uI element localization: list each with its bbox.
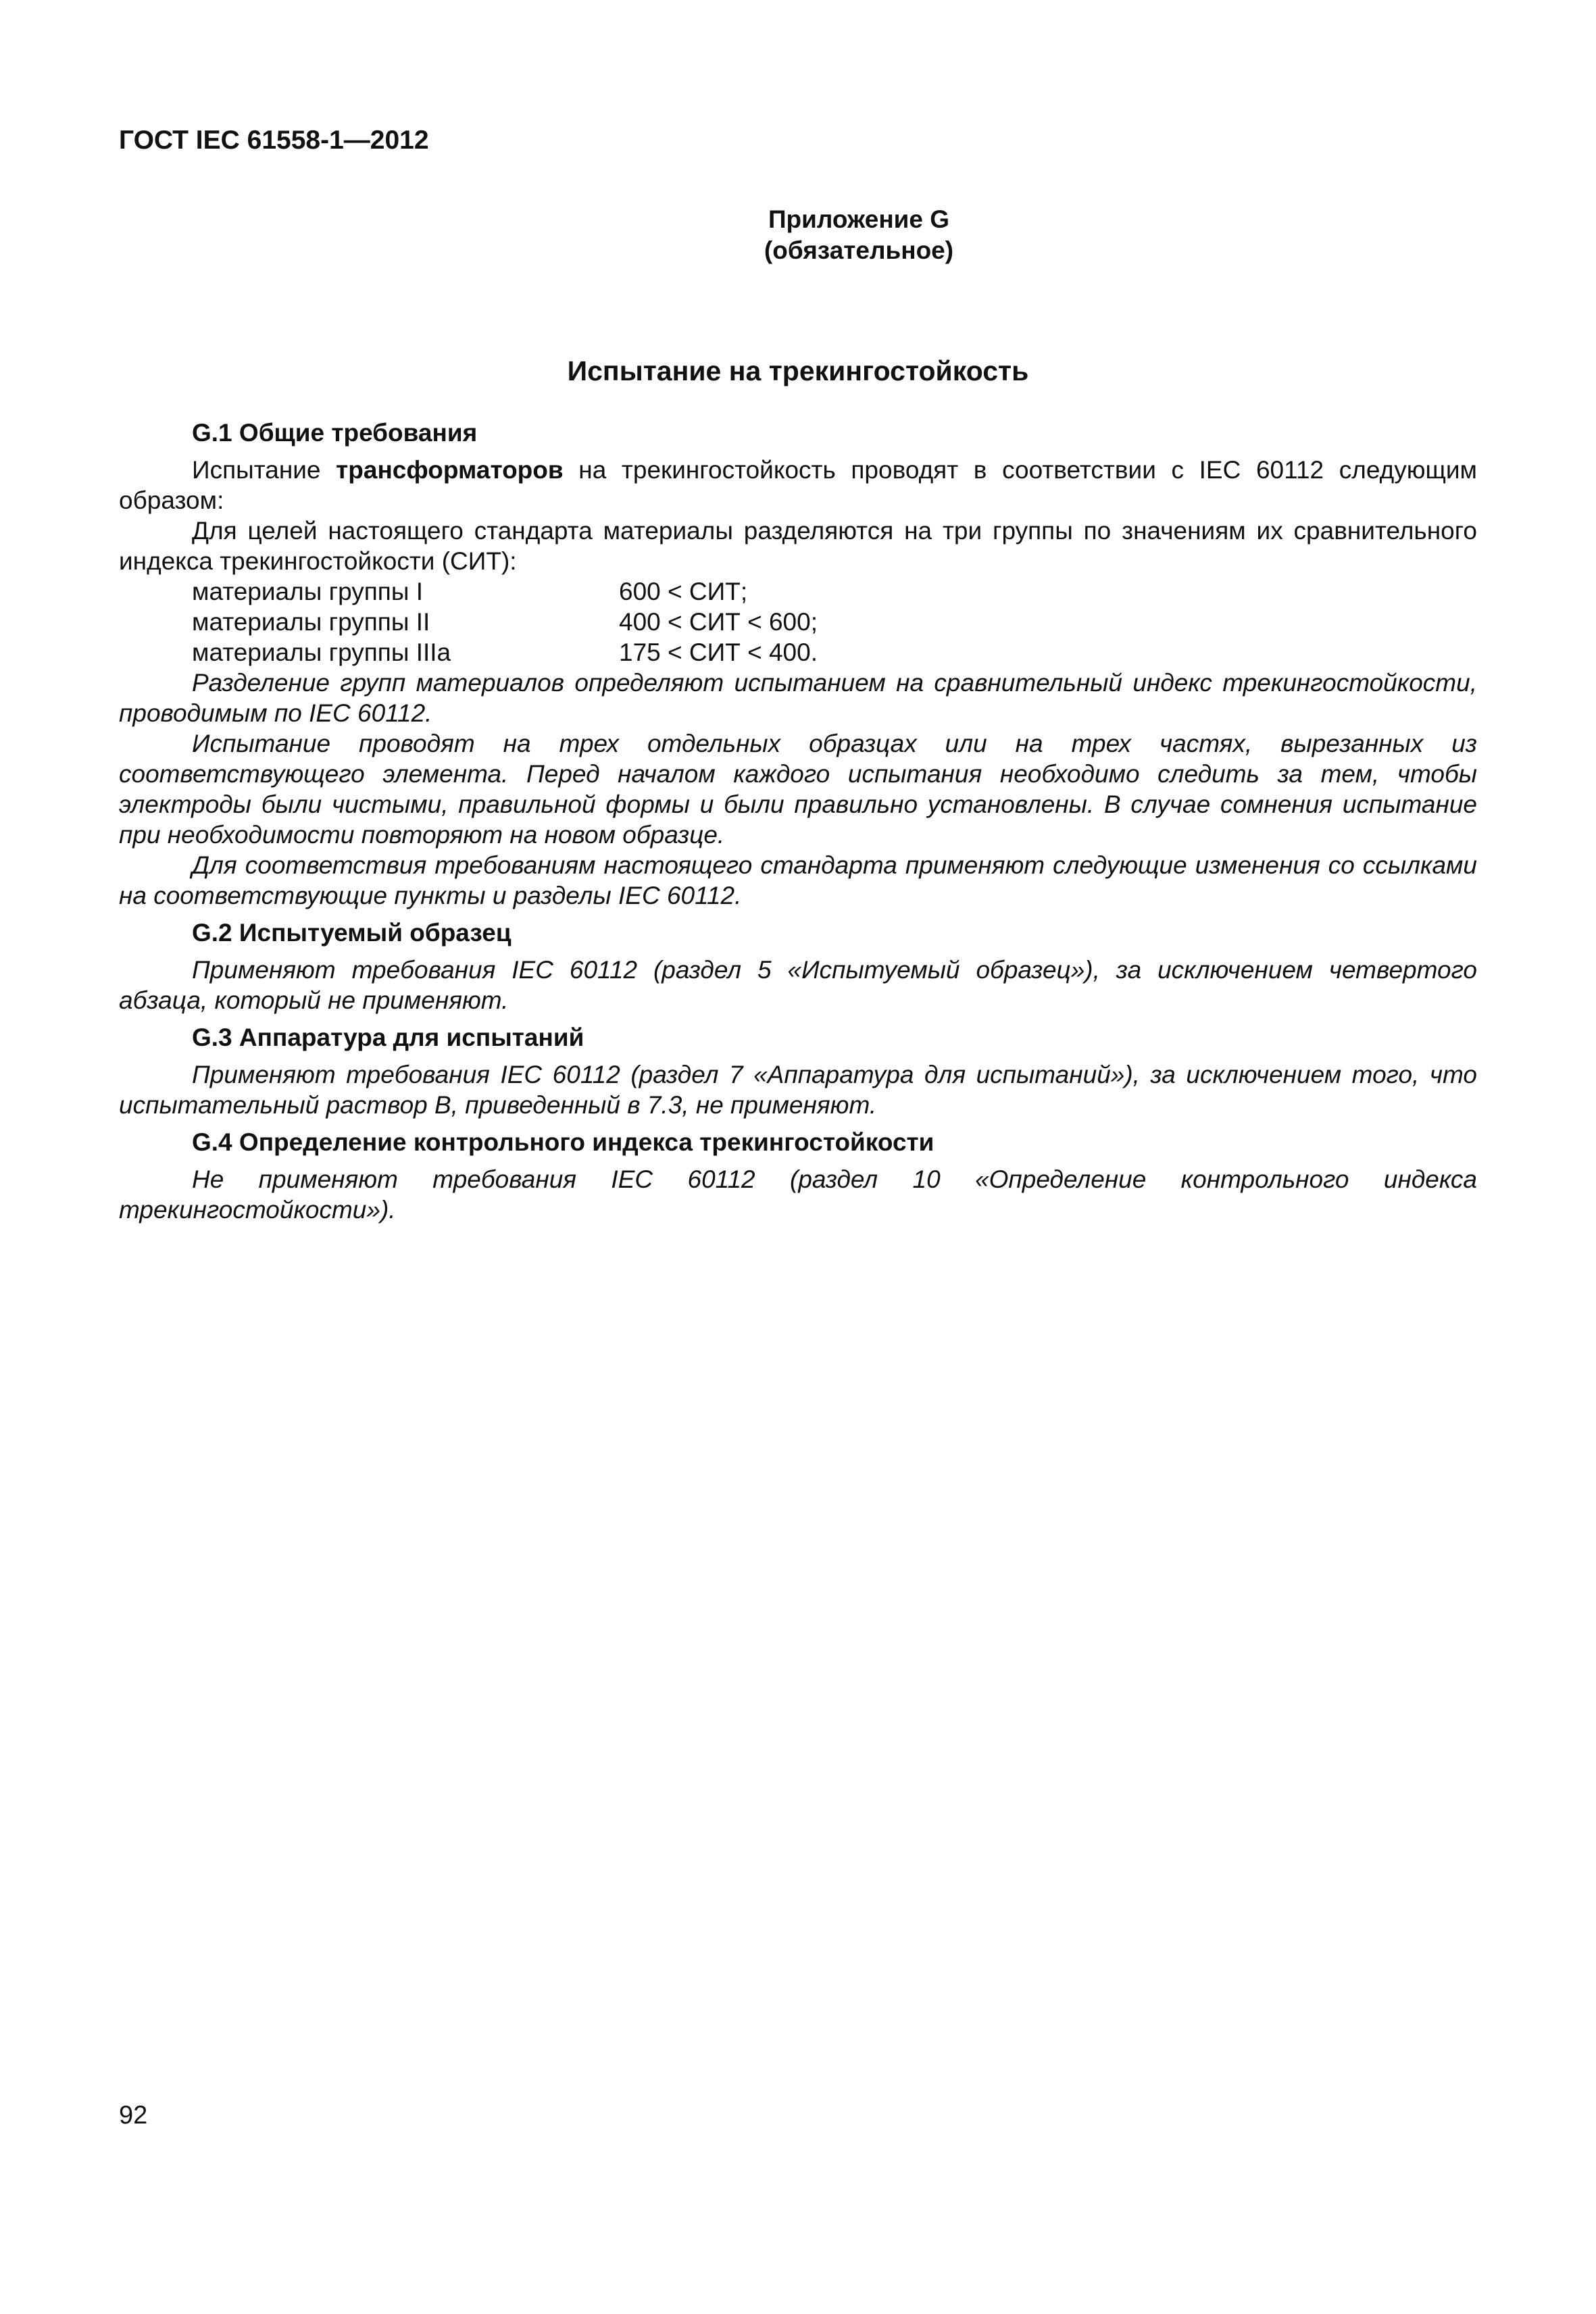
section-heading-g2: G.2 Испытуемый образец xyxy=(192,919,512,947)
paragraph-text: на трекингостойкость проводят в соответствии с IEC 60112 следующим образом: xyxy=(119,456,1477,514)
material-group-label: материалы группы I xyxy=(192,578,423,605)
paragraph xyxy=(119,455,1477,515)
material-group-label: материалы группы IIIa xyxy=(192,638,451,666)
material-group-row xyxy=(119,607,1477,637)
paragraph-text: Испытание xyxy=(192,456,336,484)
paragraph: Применяют требования IEC 60112 (раздел 7 «Аппаратура для испытаний»), за исключением того, что испытательный раствор В, приведенный в 7.3, не применяют. xyxy=(119,1061,1477,1119)
paragraph: Разделение групп материалов определяют испытанием на сравнительный индекс трекингостойкости, проводимым по IEC 60112. xyxy=(119,669,1477,727)
material-group-row xyxy=(119,637,1477,668)
document-header: ГОСТ IEC 61558-1—2012 xyxy=(119,126,429,155)
section-heading-g4: G.4 Определение контрольного индекса трекингостойкости xyxy=(192,1128,934,1156)
annex-status: (обязательное) xyxy=(764,236,954,264)
annex-heading xyxy=(0,204,1596,266)
material-group-label: материалы группы II xyxy=(192,608,430,636)
material-group-value: 600 < СИТ; xyxy=(619,578,748,605)
document-body xyxy=(119,418,1477,1225)
paragraph: Применяют требования IEC 60112 (раздел 5 «Испытуемый образец»), за исключением четвертого абзаца, который не применяют. xyxy=(119,956,1477,1014)
section-heading-g3: G.3 Аппаратура для испытаний xyxy=(192,1024,584,1051)
paragraph: Для целей настоящего стандарта материалы разделяются на три группы по значениям их сравнительного индекса трекингостойкости (СИТ): xyxy=(119,517,1477,575)
section-heading-g1: G.1 Общие требования xyxy=(192,419,478,447)
paragraph: Не применяют требования IEC 60112 (раздел 10 «Определение контрольного индекса трекингостойкости»). xyxy=(119,1165,1477,1224)
material-group-value: 175 < СИТ < 400. xyxy=(619,638,818,666)
page-number: 92 xyxy=(119,2101,148,2130)
material-group-row xyxy=(119,576,1477,607)
annex-title: Приложение G xyxy=(768,205,950,233)
paragraph: Испытание проводят на трех отдельных образцах или на трех частях, вырезанных из соответствующего элемента. Перед началом каждого испытания необходимо следить за тем, чтобы электроды были чистыми, правильной формы и были правильно установлены. В случае сомнения испытание при необходимости повторяют на новом образце. xyxy=(119,730,1477,849)
page-title: Испытание на трекингостойкость xyxy=(567,355,1029,386)
paragraph: Для соответствия требованиям настоящего стандарта применяют следующие изменения со ссылками на соответствующие пункты и разделы IEC 60112. xyxy=(119,851,1477,909)
bold-term: трансформаторов xyxy=(336,456,564,484)
material-group-value: 400 < СИТ < 600; xyxy=(619,608,818,636)
